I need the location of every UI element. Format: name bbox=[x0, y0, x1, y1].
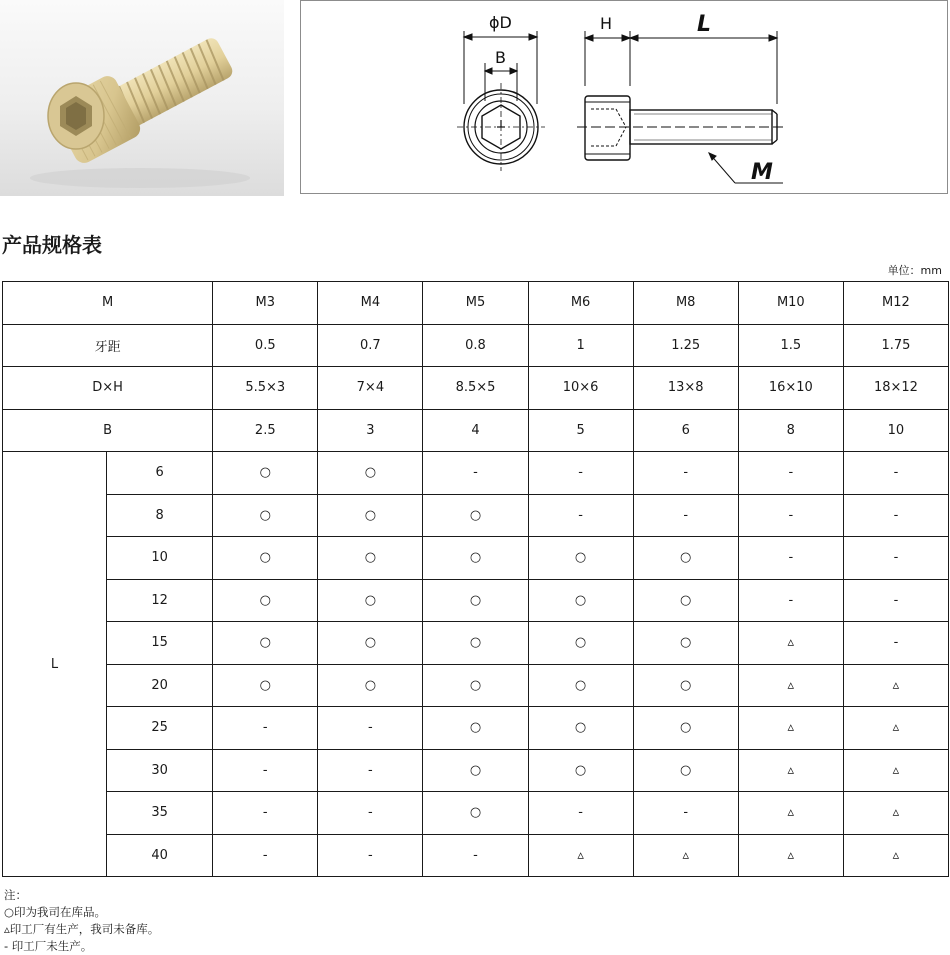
length-value-cell: 6 bbox=[107, 452, 213, 495]
length-row bbox=[3, 452, 949, 495]
availability-cell: ○ bbox=[528, 664, 633, 707]
availability-cell: ▵ bbox=[843, 707, 948, 750]
availability-cell: ○ bbox=[423, 494, 528, 537]
b-cell: 5 bbox=[528, 409, 633, 452]
section-title: 产品规格表 bbox=[2, 233, 102, 257]
availability-cell: ○ bbox=[528, 579, 633, 622]
availability-cell: ▵ bbox=[843, 834, 948, 877]
pitch-cell: 0.8 bbox=[423, 324, 528, 367]
dh-cell: 18×12 bbox=[843, 367, 948, 410]
availability-cell: ○ bbox=[423, 664, 528, 707]
availability-cell: ▵ bbox=[528, 834, 633, 877]
availability-cell: - bbox=[633, 792, 738, 835]
availability-cell: - bbox=[843, 622, 948, 665]
header-m: M bbox=[3, 282, 213, 325]
availability-cell: ○ bbox=[633, 707, 738, 750]
length-row bbox=[3, 494, 949, 537]
availability-cell: ▵ bbox=[843, 749, 948, 792]
length-value-cell: 15 bbox=[107, 622, 213, 665]
availability-cell: ○ bbox=[423, 579, 528, 622]
length-value-cell: 25 bbox=[107, 707, 213, 750]
length-row bbox=[3, 749, 949, 792]
b-cell: 8 bbox=[738, 409, 843, 452]
availability-cell: ○ bbox=[318, 452, 423, 495]
b-cell: 10 bbox=[843, 409, 948, 452]
availability-cell: ○ bbox=[423, 537, 528, 580]
availability-cell: - bbox=[738, 494, 843, 537]
header-l: L bbox=[3, 452, 107, 877]
length-row bbox=[3, 792, 949, 835]
availability-cell: - bbox=[213, 707, 318, 750]
size-cell: M10 bbox=[738, 282, 843, 325]
availability-cell: ○ bbox=[423, 707, 528, 750]
row-dh bbox=[3, 367, 949, 410]
availability-cell: ▵ bbox=[738, 707, 843, 750]
availability-cell: ▵ bbox=[633, 834, 738, 877]
size-cell: M8 bbox=[633, 282, 738, 325]
unit-note: 单位：mm bbox=[887, 264, 942, 277]
note-in-stock: ○印为我司在库品。 bbox=[4, 905, 107, 919]
availability-cell: ▵ bbox=[738, 792, 843, 835]
drawing-label-b: B bbox=[495, 48, 506, 67]
length-value-cell: 35 bbox=[107, 792, 213, 835]
availability-cell: ○ bbox=[213, 579, 318, 622]
drawing-label-l: L bbox=[697, 12, 712, 37]
note-factory-only: ▵印工厂有生产，我司未备库。 bbox=[4, 922, 160, 936]
availability-cell: ▵ bbox=[843, 792, 948, 835]
size-cell: M12 bbox=[843, 282, 948, 325]
b-cell: 4 bbox=[423, 409, 528, 452]
availability-cell: - bbox=[738, 537, 843, 580]
availability-cell: - bbox=[213, 792, 318, 835]
availability-cell: ○ bbox=[213, 494, 318, 537]
availability-cell: - bbox=[318, 792, 423, 835]
availability-cell: ○ bbox=[318, 664, 423, 707]
header-b: B bbox=[3, 409, 213, 452]
size-cell: M6 bbox=[528, 282, 633, 325]
size-cell: M4 bbox=[318, 282, 423, 325]
availability-cell: - bbox=[528, 792, 633, 835]
availability-cell: ○ bbox=[318, 579, 423, 622]
availability-cell: ○ bbox=[213, 622, 318, 665]
availability-cell: ▵ bbox=[738, 664, 843, 707]
header-dh: D×H bbox=[3, 367, 213, 410]
availability-cell: ○ bbox=[318, 494, 423, 537]
availability-cell: ▵ bbox=[738, 749, 843, 792]
availability-cell: ○ bbox=[633, 579, 738, 622]
availability-cell: - bbox=[318, 749, 423, 792]
availability-cell: ○ bbox=[213, 664, 318, 707]
availability-cell: ○ bbox=[318, 622, 423, 665]
size-cell: M3 bbox=[213, 282, 318, 325]
row-b bbox=[3, 409, 949, 452]
drawing-label-m: M bbox=[751, 160, 773, 185]
b-cell: 2.5 bbox=[213, 409, 318, 452]
availability-cell: - bbox=[423, 452, 528, 495]
technical-drawing bbox=[300, 0, 948, 194]
availability-cell: ○ bbox=[528, 537, 633, 580]
dh-cell: 16×10 bbox=[738, 367, 843, 410]
row-m bbox=[3, 282, 949, 325]
note-not-produced: - 印工厂未生产。 bbox=[4, 939, 93, 953]
availability-cell: - bbox=[738, 452, 843, 495]
header-pitch: 牙距 bbox=[3, 324, 213, 367]
availability-cell: ○ bbox=[528, 707, 633, 750]
length-value-cell: 12 bbox=[107, 579, 213, 622]
availability-cell: ○ bbox=[423, 792, 528, 835]
availability-cell: ○ bbox=[633, 622, 738, 665]
dh-cell: 10×6 bbox=[528, 367, 633, 410]
availability-cell: ▵ bbox=[738, 834, 843, 877]
availability-cell: ▵ bbox=[843, 664, 948, 707]
dh-cell: 8.5×5 bbox=[423, 367, 528, 410]
availability-cell: - bbox=[528, 494, 633, 537]
length-row bbox=[3, 834, 949, 877]
availability-cell: ○ bbox=[633, 664, 738, 707]
availability-cell: ▵ bbox=[738, 622, 843, 665]
availability-cell: ○ bbox=[423, 622, 528, 665]
size-cell: M5 bbox=[423, 282, 528, 325]
length-row bbox=[3, 664, 949, 707]
length-row bbox=[3, 579, 949, 622]
length-row bbox=[3, 537, 949, 580]
length-value-cell: 20 bbox=[107, 664, 213, 707]
availability-cell: - bbox=[213, 749, 318, 792]
dh-cell: 7×4 bbox=[318, 367, 423, 410]
availability-cell: - bbox=[738, 579, 843, 622]
availability-cell: - bbox=[843, 452, 948, 495]
availability-cell: - bbox=[843, 537, 948, 580]
pitch-cell: 0.7 bbox=[318, 324, 423, 367]
length-value-cell: 40 bbox=[107, 834, 213, 877]
availability-cell: - bbox=[213, 834, 318, 877]
availability-cell: - bbox=[318, 834, 423, 877]
pitch-cell: 1.75 bbox=[843, 324, 948, 367]
availability-cell: - bbox=[843, 579, 948, 622]
notes-heading: 注： bbox=[4, 888, 27, 902]
length-value-cell: 10 bbox=[107, 537, 213, 580]
availability-cell: ○ bbox=[423, 749, 528, 792]
availability-cell: - bbox=[528, 452, 633, 495]
availability-cell: - bbox=[318, 707, 423, 750]
availability-cell: ○ bbox=[213, 452, 318, 495]
length-row bbox=[3, 622, 949, 665]
pitch-cell: 1.25 bbox=[633, 324, 738, 367]
product-photo bbox=[0, 0, 284, 196]
b-cell: 3 bbox=[318, 409, 423, 452]
pitch-cell: 0.5 bbox=[213, 324, 318, 367]
availability-cell: ○ bbox=[528, 749, 633, 792]
length-value-cell: 8 bbox=[107, 494, 213, 537]
length-row bbox=[3, 707, 949, 750]
dh-cell: 13×8 bbox=[633, 367, 738, 410]
availability-cell: - bbox=[423, 834, 528, 877]
availability-cell: ○ bbox=[213, 537, 318, 580]
pitch-cell: 1.5 bbox=[738, 324, 843, 367]
length-value-cell: 30 bbox=[107, 749, 213, 792]
availability-cell: ○ bbox=[633, 537, 738, 580]
availability-cell: ○ bbox=[633, 749, 738, 792]
b-cell: 6 bbox=[633, 409, 738, 452]
availability-cell: - bbox=[633, 494, 738, 537]
availability-cell: ○ bbox=[318, 537, 423, 580]
availability-cell: - bbox=[843, 494, 948, 537]
drawing-label-h: H bbox=[600, 14, 613, 33]
availability-cell: - bbox=[633, 452, 738, 495]
dh-cell: 5.5×3 bbox=[213, 367, 318, 410]
spec-table bbox=[2, 281, 949, 877]
availability-cell: ○ bbox=[528, 622, 633, 665]
row-pitch bbox=[3, 324, 949, 367]
pitch-cell: 1 bbox=[528, 324, 633, 367]
notes bbox=[4, 887, 159, 955]
drawing-label-d: ϕD bbox=[489, 13, 512, 32]
